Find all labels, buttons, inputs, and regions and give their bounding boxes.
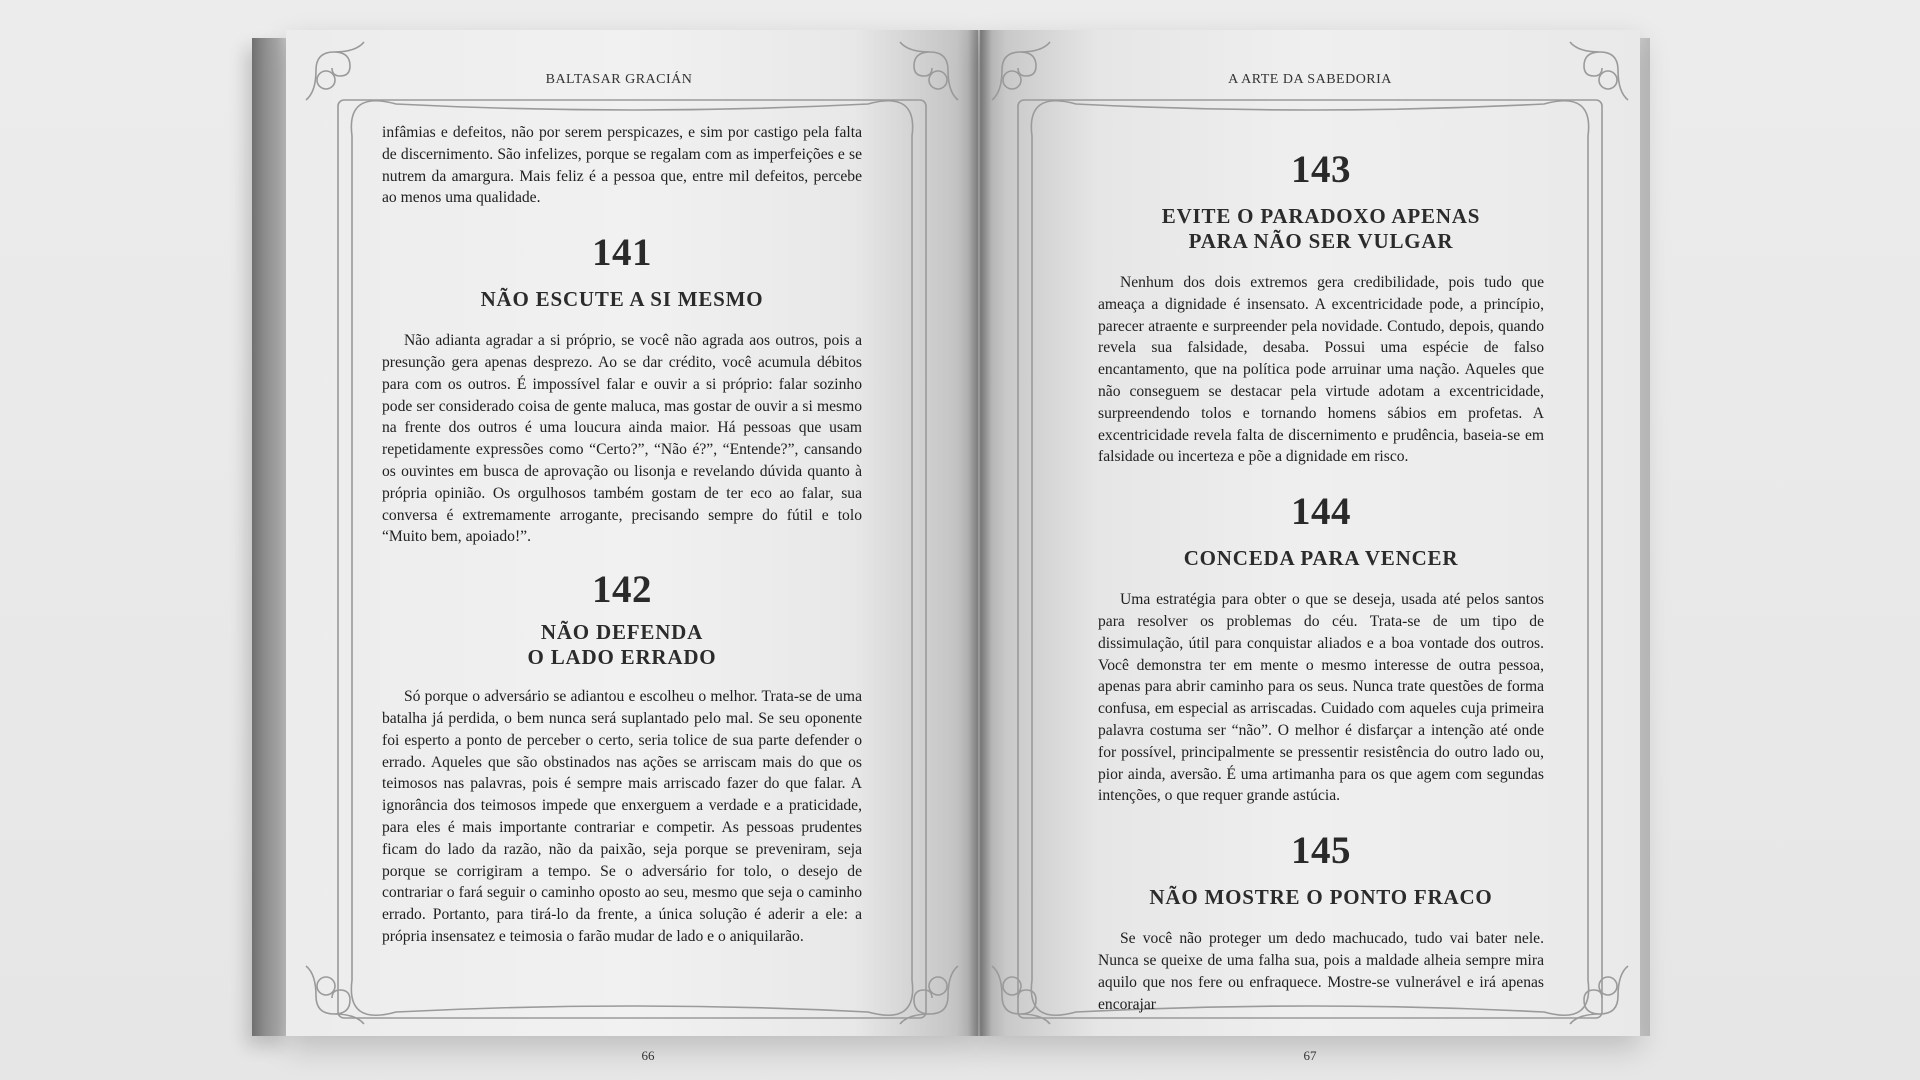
section-title-141: NÃO ESCUTE A SI MESMO xyxy=(480,287,764,312)
section-number-145: 145 xyxy=(1291,829,1351,873)
section-number-141: 141 xyxy=(592,231,652,275)
left-page xyxy=(286,30,978,1063)
page-number-right: 67 xyxy=(1303,1048,1317,1063)
section-body-145: Se você não proteger um dedo machucado, tudo vai bater nele. Nunca se queixe de uma falha sua, pois a maldade alheia sempre mira aquilo que nos fere ou enfraquece. Mostre-se vulnerável e irá apenas encorajar xyxy=(1098,930,1544,1013)
section-title-145: NÃO MOSTRE O PONTO FRACO xyxy=(1149,885,1493,910)
left-page-stack-edge xyxy=(252,38,288,1036)
section-body-144: Uma estratégia para obter o que se deseja, usada até pelos santos para resolver os problemas do céu. Trata-se de um tipo de dissimulação, útil para conquistar aliados e a boa vontade dos outros. Você demonstra ter em mente o mesmo interesse de outra pessoa, apenas para abrir caminho para os seus. Nunca trate questões de forma confusa, em especial as arriscadas. Cuidado com aqueles cuja primeira palavra costuma ser “não”. O melhor é disfarçar a intenção até onde for possível, principalmente se pressentir resistência do outro lado ou, pior ainda, aversão. É uma artimanha para os que agem com segundas intenções, o que requer grande astúcia. xyxy=(1098,591,1544,805)
section-body-143: Nenhum dos dois extremos gera credibilidade, pois tudo que ameaça a dignidade é insensato. A excentricidade pode, a princípio, parecer atraente e surpreender pela novidade. Contudo, depois, quando revela sua falsidade, desaba. Possui uma espécie de falso encantamento, que na política pode arruinar uma nação. Aqueles que não conseguem se destacar pela virtude adotam a excentricidade, surpreendendo tolos e tornando homens sábios em profetas. A excentricidade revela falta de discernimento e prudência, baseia-se em falsidade ou incerteza e põe a dignidade em risco. xyxy=(1098,274,1544,466)
section-title-142-line1: NÃO DEFENDA xyxy=(540,620,704,645)
running-head-author: BALTASAR GRACIÁN xyxy=(545,72,693,87)
book-spine-shadow xyxy=(968,30,992,1036)
page-number-left: 66 xyxy=(641,1048,655,1063)
section-number-142: 142 xyxy=(592,568,652,612)
section-number-143: 143 xyxy=(1291,148,1351,191)
section-title-142-line2: O LADO ERRADO xyxy=(527,645,717,670)
running-head-book-title: A ARTE DA SABEDORIA xyxy=(1228,72,1392,87)
section-title-144: CONCEDA PARA VENCER xyxy=(1183,546,1459,571)
section-body-141: Não adianta agradar a si próprio, se você não agrada aos outros, pois a presunção gera apenas desprezo. Ao se dar crédito, você acumula débitos para com os outros. É impossível falar e ouvir a si próprio: falar sozinho pode ser considerado coisa de gente maluca, mas gostar de ouvir a si mesmo na frente dos outros é uma loucura ainda maior. Há pessoas que usam repetidamente expressões como “Certo?”, “Não é?”, “Entende?”, cansando os ouvintes em busca de aprovação ou lisonja e revelando dúvida quanto à própria opinião. Os orgulhosos também gostam de ter eco ao falar, sua conversa é extremamente arrogante, precisando sempre do fútil e tolo “Muito bem, apoiado!”. xyxy=(382,332,862,546)
left-text-column xyxy=(382,122,862,948)
section-title-143-line1: EVITE O PARADOXO APENAS xyxy=(1161,204,1481,228)
section-number-144: 144 xyxy=(1291,490,1351,534)
section-body-142: Só porque o adversário se adiantou e escolheu o melhor. Trata-se de uma batalha já perdida, o bem nunca será suplantado pelo mal. Se seu oponente foi esperto a ponto de perceber o certo, seria tolice de sua parte defender o errado. Aqueles que são obstinados nas ações se arriscam mais do que os teimosos nas palavras, pois é sempre mais arriscado fazer do que falar. A ignorância dos teimosos impede que enxerguem a verdade e a praticidade, para eles é mais importante contrariar e competir. As pessoas prudentes ficam do lado da razão, não da paixão, seja porque se preveniram, seja porque se corrigiram a tempo. Se o adversário for tolo, o desejo de contrariar o fará seguir o caminho oposto ao seu, mesmo que seja o caminho errado. Portanto, para tirá-lo da frente, a única solução é aderir a ele: a própria insensatez e teimosia o farão mudar de lado e o aniquilarão. xyxy=(382,688,862,945)
continuation-paragraph: infâmias e defeitos, não por serem perspicazes, e sim por castigo pela falta de discernimento. São infelizes, porque se regalam com as imperfeições e se nutrem da amargura. Mais feliz é a pessoa que, entre mil defeitos, percebe ao menos uma qualidade. xyxy=(382,124,862,207)
right-text-column xyxy=(1098,148,1544,1015)
section-title-143-line2: PARA NÃO SER VULGAR xyxy=(1188,229,1454,253)
right-page xyxy=(980,30,1640,1063)
